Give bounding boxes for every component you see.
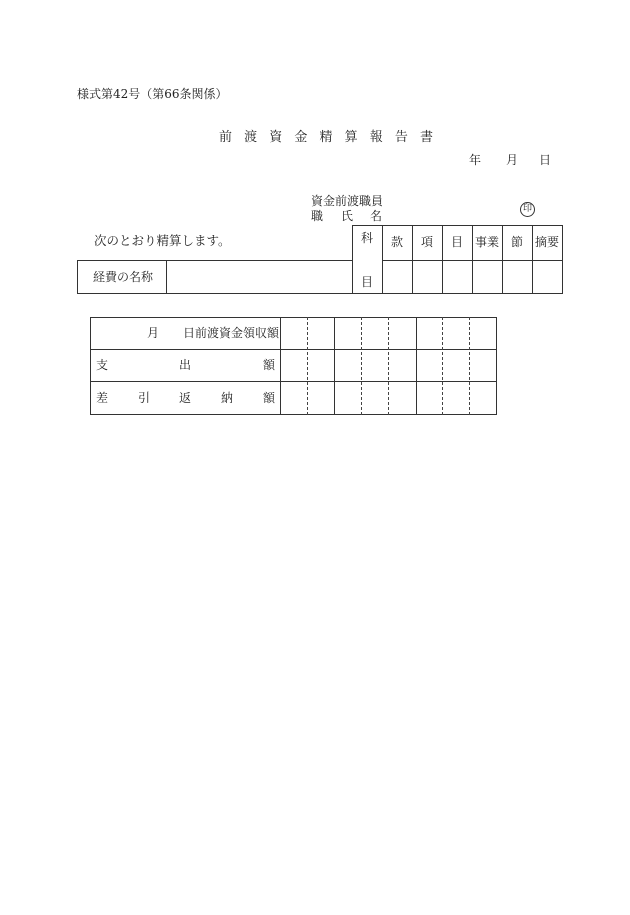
account-col-jigyou: 事業	[474, 235, 499, 249]
divider	[90, 381, 496, 382]
account-col-kou: 項	[420, 235, 433, 249]
divider	[280, 317, 281, 415]
refund-label-4: 納	[221, 391, 234, 405]
expenditure-label-3: 額	[263, 358, 276, 372]
name-label-3: 名	[370, 209, 383, 223]
dashed-divider	[307, 317, 308, 415]
account-col-kan: 款	[390, 235, 403, 249]
intro-text: 次のとおり精算します。	[94, 233, 231, 248]
advance-received-label: 日前渡資金領収額	[183, 326, 280, 340]
seal-icon: 印	[520, 202, 535, 217]
advance-received-month: 月	[147, 326, 160, 340]
name-label-2: 氏	[341, 209, 354, 223]
account-col-setsu: 節	[510, 235, 523, 249]
refund-label-5: 額	[263, 391, 276, 405]
refund-label-2: 引	[138, 391, 151, 405]
refund-label-3: 返	[179, 391, 192, 405]
date-year[interactable]: 年	[469, 153, 482, 167]
officer-role: 資金前渡職員	[311, 194, 384, 208]
divider	[334, 317, 335, 415]
divider	[416, 317, 417, 415]
dashed-divider	[469, 317, 470, 415]
expenditure-label-1: 支	[96, 358, 109, 372]
date-month[interactable]: 月	[506, 153, 519, 167]
account-label-top: 科	[360, 231, 373, 245]
account-col-tekiyou: 摘要	[534, 235, 559, 249]
name-label-1: 職	[311, 209, 324, 223]
expense-name-label: 経費の名称	[93, 270, 154, 284]
form-number: 様式第42号（第66条関係）	[77, 87, 228, 101]
refund-label-1: 差	[96, 391, 109, 405]
dashed-divider	[442, 317, 443, 415]
expenditure-label-2: 出	[179, 358, 192, 372]
date-day[interactable]: 日	[539, 153, 552, 167]
account-label-bottom: 目	[360, 275, 373, 289]
divider	[90, 349, 496, 350]
account-col-moku: 目	[450, 235, 463, 249]
dashed-divider	[388, 317, 389, 415]
page-title: 前 渡 資 金 精 算 報 告 書	[219, 130, 438, 145]
dashed-divider	[361, 317, 362, 415]
expense-name-field[interactable]	[167, 261, 352, 293]
